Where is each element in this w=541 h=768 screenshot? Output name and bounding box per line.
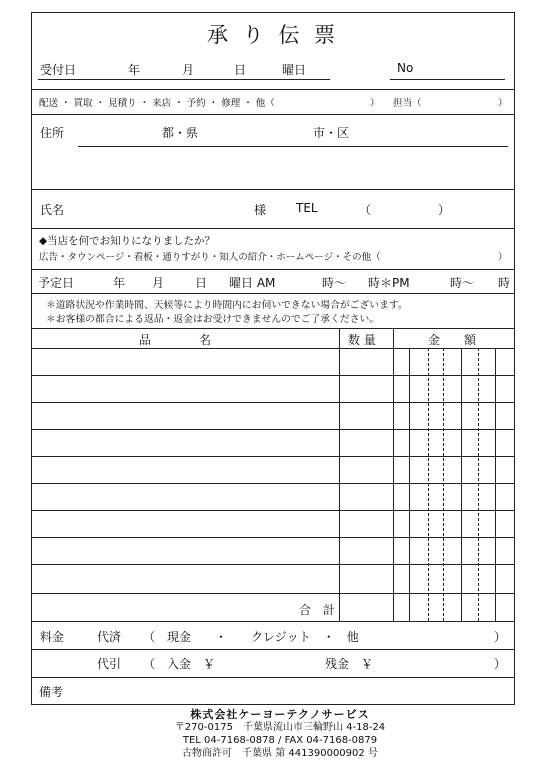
divider [32, 89, 514, 90]
schedule-from-am: 時〜 [322, 276, 347, 290]
divider [32, 189, 514, 190]
note-line-1: ＊道路状況や作業時間、天候等により時間内にお伺いできない場合がございます。 [46, 300, 408, 311]
name-label: 氏名 [40, 203, 65, 217]
service-types: 配送 ・ 買取 ・ 見積り ・ 来店 ・ 予約 ・ 修理 ・ 他（ [39, 98, 275, 109]
service-types-close: ） [370, 98, 380, 109]
address-prefecture: 都・県 [162, 126, 199, 140]
schedule-weekday-am: 曜日 AM [229, 276, 276, 290]
tel-label: TEL [296, 201, 318, 215]
column-divider-qty [339, 328, 340, 621]
column-item-name: 品 名 [139, 333, 212, 347]
staff-close: ） [498, 98, 508, 109]
reception-month: 月 [182, 63, 195, 77]
divider [32, 269, 514, 270]
address-label: 住所 [40, 126, 65, 140]
amount-divider [461, 348, 462, 621]
table-top-border [32, 328, 514, 329]
balance-close: ） [494, 657, 507, 671]
schedule-year: 年 [113, 276, 126, 290]
table-row [32, 456, 514, 457]
table-row [32, 375, 514, 376]
fee-methods-close: ） [494, 630, 507, 644]
tel-close: ） [438, 203, 451, 217]
form-title: 承 り 伝 票 [206, 23, 340, 47]
company-footer [150, 708, 410, 760]
schedule-day: 日 [195, 276, 208, 290]
table-row [32, 483, 514, 484]
source-question: ◆当店を何でお知りになりましたか？ [39, 235, 216, 247]
company-name: 株式会社ケーヨーテクノサービス [190, 708, 370, 721]
balance-label: 残金 ￥ [325, 657, 374, 671]
divider [32, 228, 514, 229]
company-address: 〒270-0175 千葉県流山市三輪野山 4-18-24 [174, 722, 386, 733]
amount-dash-divider [478, 348, 479, 621]
fee-collected-label: 代済 [97, 630, 122, 644]
staff-label: 担当（ [393, 98, 422, 109]
table-row [32, 402, 514, 403]
column-divider-amount [393, 328, 394, 621]
table-row [32, 510, 514, 511]
reception-year: 年 [128, 63, 141, 77]
amount-dash-divider [443, 348, 444, 621]
reception-underline [38, 79, 330, 80]
divider [32, 649, 514, 650]
reception-weekday: 曜日 [282, 63, 307, 77]
divider [32, 114, 514, 115]
amount-divider [409, 348, 410, 621]
address-underline [78, 146, 508, 147]
table-total-border [32, 621, 514, 622]
fee-label: 料金 [40, 630, 65, 644]
remarks-label: 備考 [39, 685, 64, 699]
column-amount: 金 額 [428, 333, 477, 347]
divider [32, 677, 514, 678]
column-quantity: 数 量 [348, 333, 376, 347]
total-label: 合 計 [299, 603, 336, 617]
schedule-from-pm: 時〜 [450, 276, 475, 290]
company-phone: TEL 04-7168-0878 / FAX 04-7168-0879 [182, 735, 378, 746]
schedule-end: 時 [498, 276, 511, 290]
cod-label: 代引 [97, 657, 122, 671]
amount-dash-divider [428, 348, 429, 621]
note-line-2: ＊お客様の都合による返品・返金はお受けできませんのでご了承ください。 [46, 314, 380, 325]
table-row [32, 593, 514, 594]
source-options: 広告・タウンページ・看板・通りすがり・知人の紹介・ホームページ・その他（ [39, 252, 381, 263]
company-license: 古物商許可 千葉県 第 441390000902 号 [182, 748, 378, 759]
tel-open: （ [359, 203, 372, 217]
table-row [32, 537, 514, 538]
order-form [31, 12, 515, 705]
address-city: 市・区 [313, 126, 350, 140]
reception-day: 日 [234, 63, 247, 77]
table-row [32, 429, 514, 430]
number-label: No [397, 61, 414, 75]
source-close: ） [498, 252, 508, 263]
total-qty-divider [339, 593, 340, 621]
reception-date-label: 受付日 [40, 63, 77, 77]
amount-divider [495, 348, 496, 621]
schedule-time-pm: 時＊PM [368, 276, 410, 290]
number-underline [390, 79, 505, 80]
schedule-month: 月 [152, 276, 165, 290]
name-honorific: 様 [254, 203, 267, 217]
table-row [32, 564, 514, 565]
table-header-border [32, 348, 514, 349]
divider [32, 293, 514, 294]
schedule-label: 予定日 [38, 276, 75, 290]
fee-payment-methods: （ 現金 ・ クレジット ・ 他 [143, 630, 359, 644]
deposit-label: （ 入金 ￥ [143, 657, 216, 671]
